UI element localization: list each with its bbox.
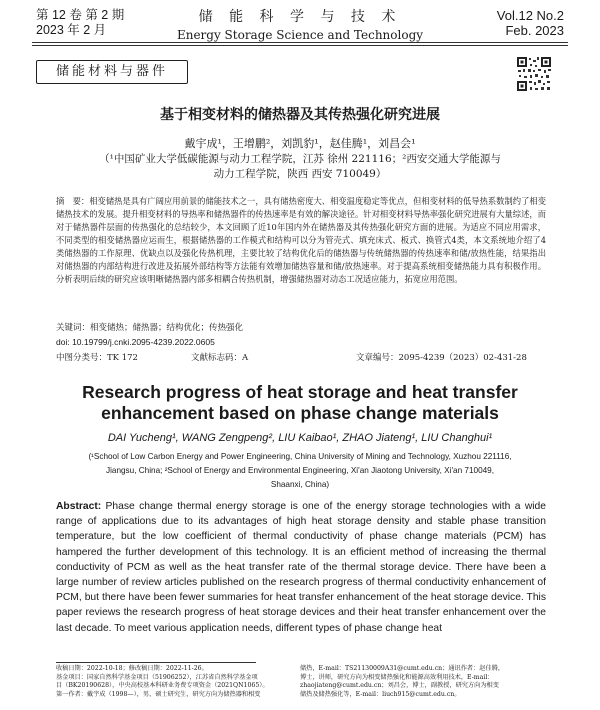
section-label: 储能材料与器件	[36, 60, 188, 84]
title-cn: 基于相变材料的储热器及其传热强化研究进展	[160, 107, 440, 123]
date-en: Feb. 2023	[505, 23, 564, 38]
authors-en: DAI Yucheng¹, WANG Zengpeng², LIU Kaibao¹, ZHAO Jiateng¹, LIU Changhui¹	[107, 432, 493, 444]
footnote-line: 储热及储热强化等，E-mail：liuch915@cumt.edu.cn。	[300, 690, 461, 698]
title-en	[0, 382, 600, 424]
footnote-line: 目（BK20190628），中央高校基本科研业务费专项资金（2021QN1065）。	[56, 682, 269, 689]
footnote-line: 收稿日期：2022-10-18；修改稿日期：2022-11-26。	[56, 665, 208, 672]
footnote-rule	[56, 662, 256, 663]
doi: doi: 10.19799/j.cnki.2095-4239.2022.0605	[56, 337, 215, 347]
authors-cn: 戴宇成¹，王增鹏²，刘凯豹¹，赵佳腾¹，刘昌会¹	[184, 137, 416, 150]
affiliation-cn-line: （¹中国矿业大学低碳能源与动力工程学院，江苏 徐州 221116；²西安交通大学能源与	[99, 153, 501, 165]
abstract-en-text: Phase change thermal energy storage is one of the energy storage technologies with a wide range of applications due to its advantages of high heat storage density and stable phase transition temperature, but the low coefficient of thermal conductivity of phase change materials (PCM) has hampered the further development of this technology. It is an efficient method of increasing the thermal conductivity of PCM as well as the heat transfer rate of the thermal storage device. There have been a large number of review articles published on the research progress of thermal conductivity enhancement of PCM, but there have been fewer summaries for heat transfer enhancement of the heat storage device. This paper reviews the research progress of heat storage devices and their heat transfer enhancement over the last decade. To meet various application needs, different types of phase change heat	[56, 501, 546, 634]
journal-title-cn: 储 能 科 学 与 技 术	[198, 9, 402, 25]
title-en-line: Research progress of heat storage and heat transfer	[82, 382, 518, 402]
date-cn: 2023 年 2 月	[36, 23, 107, 37]
abstract-en-label: Abstract:	[56, 501, 102, 512]
affiliation-en-line: Jiangsu, China; ²School of Energy and Environmental Engineering, Xi'an Jiaotong University, Xi'an 710049,	[105, 466, 495, 475]
volume-cn: 第 12 卷 第 2 期	[36, 8, 125, 22]
affiliation-en-line: Shaanxi, China)	[270, 480, 330, 489]
keywords-cn: 关键词：相变储热；储热器；结构优化；传热强化	[56, 323, 244, 333]
journal-title-en: Energy Storage Science and Technology	[176, 28, 424, 42]
title-en-line: enhancement based on phase change materials	[101, 403, 499, 423]
header-rule-bottom	[32, 45, 568, 46]
affiliation-en-line: (¹School of Low Carbon Energy and Power Engineering, China University of Mining and Technology, Xuzhou 221116,	[88, 452, 512, 461]
footnote-left	[56, 665, 286, 699]
affiliation-cn-line: 动力工程学院，陕西 西安 710049）	[213, 168, 387, 180]
footnote-line: zhaojiateng@cumt.edu.cn；刘昌会，博士，副教授，研究方向为相变	[300, 682, 499, 689]
article-number: 文章编号：2095-4239（2023）02-431-28	[356, 353, 527, 363]
header-rule-top	[32, 42, 568, 43]
volume-en: Vol.12 No.2	[496, 8, 564, 23]
affiliations-en	[50, 450, 550, 492]
footnote-line: 基金项目：国家自然科学基金项目（51906252），江苏省自然科学基金项	[56, 673, 258, 681]
clc-number: 中图分类号：TK 172	[56, 353, 138, 363]
document-code: 文献标志码：A	[191, 353, 249, 363]
affiliations-cn	[0, 152, 600, 182]
footnote-line: 储热，E-mail：TS21130009A31@cumt.edu.cn；通讯作者：赵佳腾，	[300, 665, 505, 672]
footnote-line: 第一作者：戴宇成（1998—），男，硕士研究生，研究方向为储热器和相变	[56, 690, 261, 698]
footnote-line: 博士，讲师，研究方向为相变储热强化和能源高效利用技术，E-mail：	[300, 673, 494, 681]
abstract-en	[56, 499, 546, 636]
qr-code-icon	[516, 56, 552, 92]
header-volume-date-en	[497, 8, 564, 38]
abstract-cn: 摘 要：相变储热是具有广阔应用前景的储能技术之一，具有储热密度大、相变温度稳定等优点，但相变材料的低导热系数制约了相变储热技术的发展。提升相变材料的导热率和储热器件的传热速率是有效的解决途径。针对相变材料导热率强化研究进展有大量综述，而对于储热器件层面的传热强化的总结较少，本文回顾了近10年国内外在储热器及其传热强化研究方面的进展。为适应不同应用需求，不同类型的相变储热器应运而生，根据储热器的工作模式和结构可以分为管壳式、填充床式、板式、换管式4类，本文系统地介绍了4类储热器的工作原理、优缺点以及强化传热机理，主要比较了结构优化后的储热器与传统储热器的传热速率和储/放热性能，结果指出对储热器的内部结构进行改进及拓展外部结构等方法能有效增加储热容量和储/放热速率。对于提高系统相变储热能力具有积极作用。分析表明后续的研究应该明晰储热器内部多相耦合传热机制，增强储热器对动态工况适应能力，拓宽应用范围。	[56, 196, 546, 284]
footnote-right	[300, 665, 550, 699]
